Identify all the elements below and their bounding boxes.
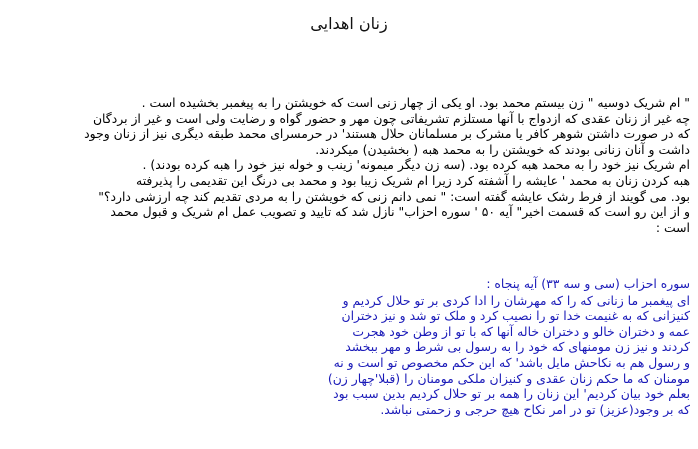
quote-line: ای پیغمبر ما زنانی که را که مهرشان را ادا کردی بر تو حلال کردیم و bbox=[342, 292, 690, 308]
quote-line: مومنان که ما حکم زنان عقدی و کنیزان ملکی مومنان را (قبلا'چهار زن) bbox=[327, 370, 690, 386]
quote-line: کنیزانی که به غنیمت خدا تو را نصیب کرد و ملک تو شد و نیز دختران bbox=[341, 308, 690, 324]
body-line: که در صورت داشتن شوهر کافر یا مشرک بر مسلمانان حلال هستند' در حرمسرای محمد طبقه دیگری نیز از زنان وجود bbox=[84, 126, 690, 142]
quote-line: که بر وجود(عزیز) تو در امر نکاح هیچ حرجی و زحمتی نباشد. bbox=[380, 401, 690, 417]
body-line: هبه کردن زنان به محمد ' عایشه را آشفته کرد زیرا ام شریک زیبا بود و محمد بی درنگ این تقدیمی را پذیرفته bbox=[136, 172, 690, 188]
quote-line: عمه و دختران خالو و دختران خاله آنها که با تو از وطن خود هجرت bbox=[352, 323, 690, 339]
page-title: زنان اهدایی bbox=[310, 14, 388, 33]
body-line: ام شریک نیز خود را به محمد هبه کرده بود. (سه زن دیگر میمونه' زینب و خوله نیز خود را هبه کرده بودند) . bbox=[142, 157, 690, 173]
quote-line: و رسول هم به نکاحش مایل باشد' که این حکم مخصوص تو است و نه bbox=[333, 354, 690, 370]
quote-heading: سوره احزاب (سی و سه ۳۳) آیه پنجاه : bbox=[486, 276, 690, 291]
body-line: بود. می گویند از فرط رشک عایشه گفته است: " نمی دانم زنی که خویشتن را به مردی تقدیم کند چه ارزشی دارد؟" bbox=[98, 188, 690, 204]
body-line: داشت و آنان زنانی بودند که خویشتن را به محمد هبه ( بخشیدن) میکردند. bbox=[315, 141, 690, 157]
body-paragraph bbox=[6, 95, 690, 235]
quran-quote bbox=[6, 276, 690, 417]
quote-line: بعلم خود بیان کردیم' این زنان را همه بر تو حلال کردیم بدین سبب بود bbox=[333, 386, 690, 402]
body-line: چه غیر از زنان عقدی که ازدواج با آنها مستلزم تشریفاتی چون مهر و حضور گواه و رضایت ولی است و غیر از بردگان bbox=[92, 110, 690, 126]
body-line: و از این رو است که قسمت اخیر" آیه ۵۰ ' سوره احزاب" نازل شد که تایید و تصویب عمل ام شریک و قبول محمد bbox=[110, 204, 690, 220]
quote-line: کردند و نیز زن مومنهای که خود را به رسول بی شرط و مهر ببخشد bbox=[345, 339, 690, 355]
body-line: است : bbox=[655, 219, 690, 235]
body-line: " ام شریک دوسیه " زن بیستم محمد بود. او یکی از چهار زنی است که خویشتن را به پیغمبر بخشیده است . bbox=[141, 95, 690, 110]
